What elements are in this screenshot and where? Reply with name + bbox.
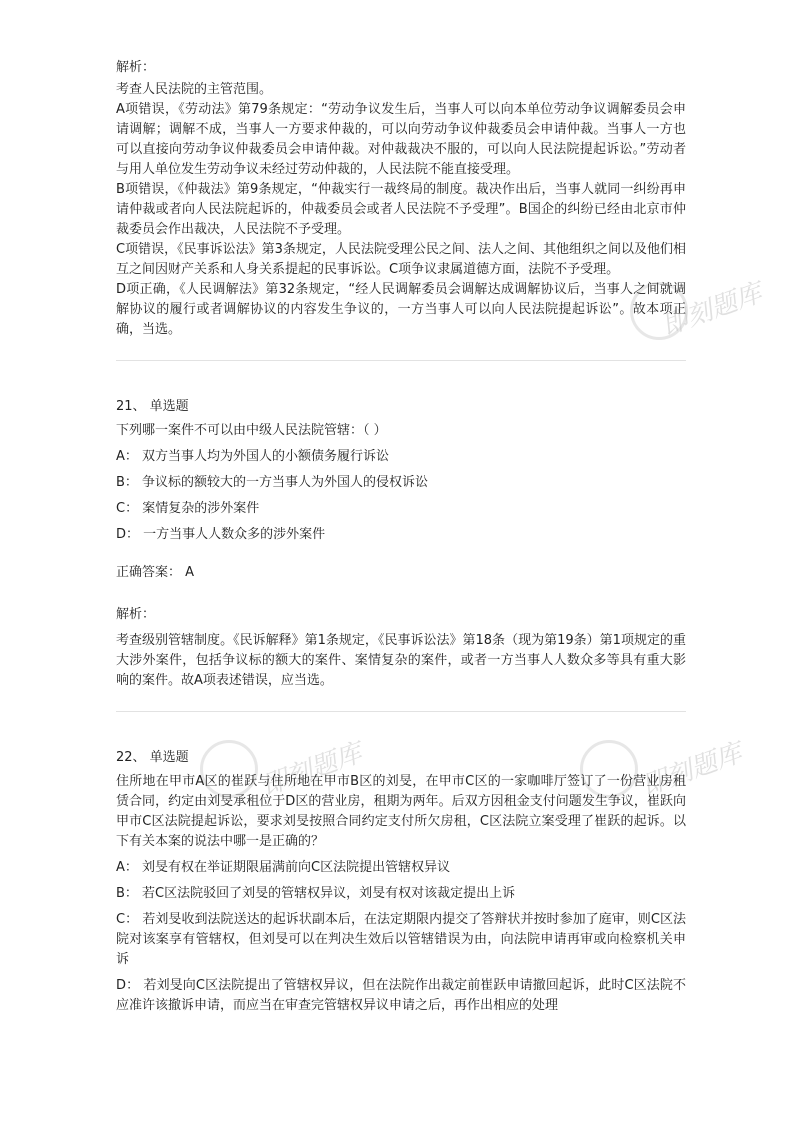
option-d: D： 一方当事人人数众多的涉外案件 — [116, 527, 326, 542]
analysis-block-previous — [116, 58, 686, 340]
option-b: B： 若C区法院驳回了刘旻的管辖权异议，刘旻有权对该裁定提出上诉 — [116, 886, 516, 901]
analysis-paragraph: 考查级别管辖制度。《民诉解释》第1条规定，《民事诉讼法》第18条（现为第19条）第1项规定的重大涉外案件，包括争议标的额大的案件、案情复杂的案件，或者一方当事人人数众多等具有重大影响的案件。故A项表述错误，应当选。 — [116, 633, 686, 688]
analysis-paragraph: 考查人民法院的主管范围。 — [116, 82, 273, 97]
analysis-paragraph: D项正确，《人民调解法》第32条规定，“经人民调解委员会调解达成调解协议后，当事人之间就调解协议的履行或者调解协议的内容发生争议的，一方当事人可以向人民法院提起诉讼”。故本项正确，当选。 — [116, 282, 686, 337]
analysis-paragraph: B项错误，《仲裁法》第9条规定，“仲裁实行一裁终局的制度。裁决作出后，当事人就同一纠纷再申请仲裁或者向人民法院起诉的，仲裁委员会或者人民法院不予受理”。B国企的纠纷已经由北京市仲裁委员会作出裁决，人民法院不予受理。 — [116, 182, 686, 237]
question-21 — [116, 397, 686, 691]
section-divider — [116, 711, 686, 712]
option-c: C： 案情复杂的涉外案件 — [116, 501, 260, 516]
document-page — [116, 58, 686, 1022]
option-c: C： 若刘旻收到法院送达的起诉状副本后，在法定期限内提交了答辩状并按时参加了庭审，则C区法院对该案享有管辖权，但刘旻可以在判决生效后以管辖错误为由，向法院申请再审或向检察机关申诉 — [116, 912, 686, 967]
analysis-paragraph: C项错误，《民事诉讼法》第3条规定，人民法院受理公民之间、法人之间、其他组织之间以及他们相互之间因财产关系和人身关系提起的民事诉讼。C项争议隶属道德方面，法院不予受理。 — [116, 242, 686, 277]
option-a: A： 双方当事人均为外国人的小额债务履行诉讼 — [116, 449, 390, 464]
correct-answer: 正确答案： A — [116, 565, 195, 580]
watermark-text: 即刻题库 — [658, 278, 767, 342]
analysis-label: 解析： — [116, 607, 156, 622]
question-stem: 下列哪一案件不可以由中级人民法院管辖：（ ） — [116, 423, 387, 438]
option-d: D： 若刘旻向C区法院提出了管辖权异议，但在法院作出裁定前崔跃申请撤回起诉，此时C区法院不应准许该撤诉申请，而应当在审查完管辖权异议申请之后，再作出相应的处理 — [116, 978, 686, 1013]
question-header: 21、 单选题 — [116, 399, 189, 414]
question-stem: 住所地在甲市A区的崔跃与住所地在甲市B区的刘旻，在甲市C区的一家咖啡厅签订了一份营业房租赁合同，约定由刘旻承租位于D区的营业房，租期为两年。后双方因租金支付问题发生争议，崔跃向甲市C区法院提起诉讼，要求刘旻按照合同约定支付所欠房租，C区法院立案受理了崔跃的起诉。以下有关本案的说法中哪一是正确的？ — [116, 774, 686, 849]
option-a: A： 刘旻有权在举证期限届满前向C区法院提出管辖权异议 — [116, 860, 451, 875]
option-b: B： 争议标的额较大的一方当事人为外国人的侵权诉讼 — [116, 475, 429, 490]
analysis-paragraph: A项错误，《劳动法》第79条规定：“劳动争议发生后，当事人可以向本单位劳动争议调解委员会申请调解；调解不成，当事人一方要求仲裁的，可以向劳动争议仲裁委员会申请仲裁。当事人一方也可以直接向劳动争议仲裁委员会申请仲裁。对仲裁裁决不服的，可以向人民法院提起诉讼。”劳动者与用人单位发生劳动争议未经过劳动仲裁的，人民法院不能直接受理。 — [116, 102, 686, 177]
watermark-text: 即刻题库 — [258, 738, 367, 802]
analysis-label: 解析： — [116, 60, 156, 75]
section-divider — [116, 360, 686, 361]
question-header: 22、 单选题 — [116, 750, 189, 765]
question-22 — [116, 748, 686, 1016]
watermark-text: 即刻题库 — [638, 738, 747, 802]
